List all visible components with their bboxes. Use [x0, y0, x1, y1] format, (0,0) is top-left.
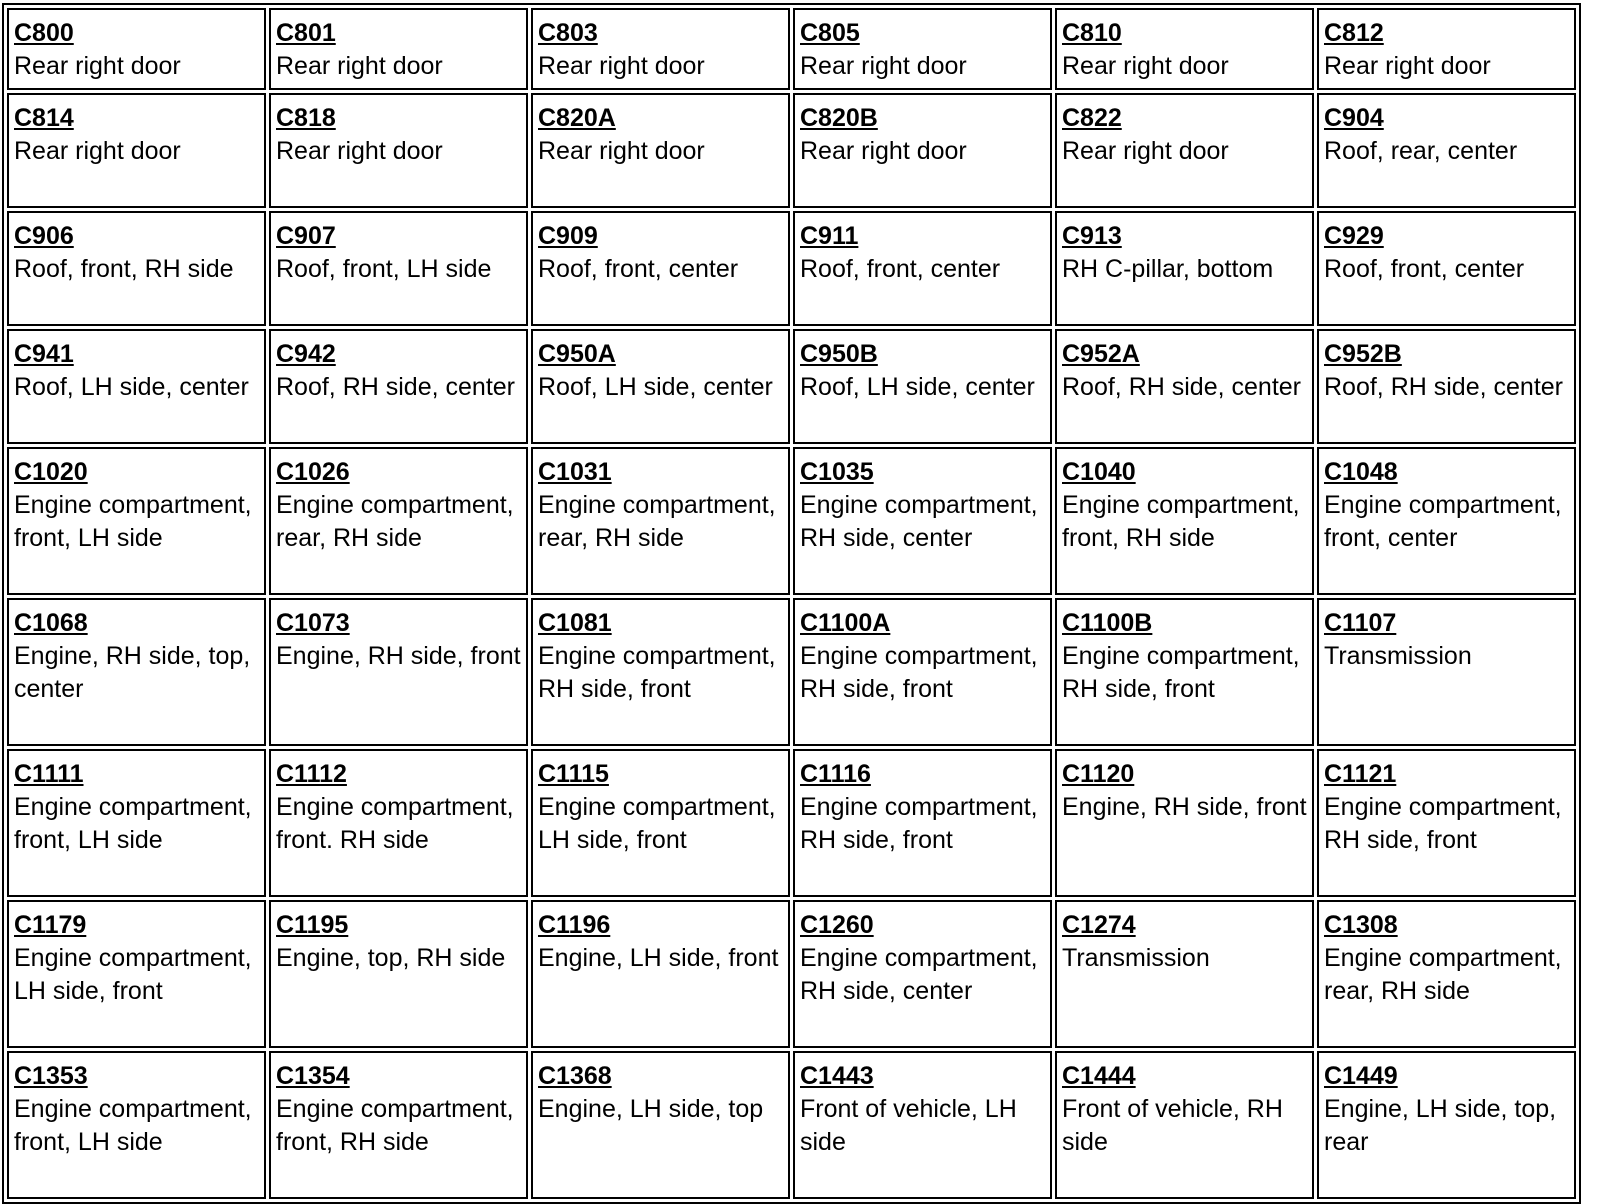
- connector-cell: [793, 329, 1052, 444]
- connector-id-link[interactable]: C1368: [538, 1062, 612, 1090]
- connector-location-text: Engine compartment, rear, RH side: [1324, 944, 1562, 1005]
- connector-cell: [793, 93, 1052, 208]
- connector-cell: [531, 329, 790, 444]
- connector-location-text: Roof, RH side, center: [1062, 373, 1301, 401]
- connector-id-link[interactable]: C1020: [14, 458, 88, 486]
- connector-cell: [793, 1051, 1052, 1199]
- connector-id-link[interactable]: C803: [538, 19, 598, 47]
- connector-cell: [531, 211, 790, 326]
- connector-id-link[interactable]: C801: [276, 19, 336, 47]
- connector-location-text: Engine compartment, front, LH side: [14, 491, 252, 552]
- connector-id-link[interactable]: C820B: [800, 104, 878, 132]
- connector-location-text: Engine compartment, front. RH side: [276, 793, 514, 854]
- connector-cell: [269, 1051, 528, 1199]
- connector-cell: [269, 900, 528, 1048]
- connector-id-link[interactable]: C812: [1324, 19, 1384, 47]
- connector-id-link[interactable]: C1308: [1324, 911, 1398, 939]
- connector-cell: [269, 598, 528, 746]
- connector-cell: [793, 8, 1052, 90]
- connector-id-link[interactable]: C820A: [538, 104, 616, 132]
- connector-cell: [1055, 447, 1314, 595]
- connector-cell: [1055, 93, 1314, 208]
- connector-id-link[interactable]: C822: [1062, 104, 1122, 132]
- connector-location-text: Rear right door: [1324, 52, 1491, 80]
- connector-id-link[interactable]: C1260: [800, 911, 874, 939]
- connector-cell: [1055, 8, 1314, 90]
- connector-location-text: Rear right door: [538, 137, 705, 165]
- connector-location-text: Roof, rear, center: [1324, 137, 1518, 165]
- connector-location-text: RH C-pillar, bottom: [1062, 255, 1274, 283]
- connector-location-text: Engine, LH side, top, rear: [1324, 1095, 1557, 1156]
- connector-location-text: Engine compartment, LH side, front: [14, 944, 252, 1005]
- connector-location-text: Engine, RH side, front: [276, 642, 521, 670]
- connector-cell: [1055, 211, 1314, 326]
- connector-location-text: Engine, top, RH side: [276, 944, 506, 972]
- connector-id-link[interactable]: C818: [276, 104, 336, 132]
- connector-id-link[interactable]: C1040: [1062, 458, 1136, 486]
- connector-location-text: Rear right door: [800, 52, 967, 80]
- connector-cell: [7, 93, 266, 208]
- connector-location-text: Engine, RH side, top, center: [14, 642, 251, 703]
- table-row: [7, 598, 1576, 746]
- connector-cell: [1317, 329, 1576, 444]
- connector-location-text: Engine compartment, rear, RH side: [276, 491, 514, 552]
- connector-location-text: Engine compartment, RH side, center: [800, 491, 1038, 552]
- connector-id-link[interactable]: C1115: [538, 760, 609, 788]
- table-row: [7, 1051, 1576, 1199]
- connector-location-text: Engine, LH side, top: [538, 1095, 764, 1123]
- table-row: [7, 749, 1576, 897]
- connector-location-text: Engine, LH side, front: [538, 944, 779, 972]
- connector-location-text: Rear right door: [14, 52, 181, 80]
- connector-location-text: Rear right door: [538, 52, 705, 80]
- connector-id-link[interactable]: C911: [800, 222, 859, 250]
- connector-cell: [1317, 447, 1576, 595]
- connector-cell: [7, 749, 266, 897]
- connector-location-text: Rear right door: [14, 137, 181, 165]
- connector-id-link[interactable]: C950B: [800, 340, 878, 368]
- connector-cell: [1055, 749, 1314, 897]
- connector-cell: [7, 447, 266, 595]
- table-row: [7, 329, 1576, 444]
- connector-location-text: Roof, front, RH side: [14, 255, 234, 283]
- connector-location-text: Engine compartment, rear, RH side: [538, 491, 776, 552]
- connector-id-link[interactable]: C1274: [1062, 911, 1136, 939]
- connector-id-link[interactable]: C1179: [14, 911, 87, 939]
- connector-location-text: Roof, front, center: [1324, 255, 1525, 283]
- connector-cell: [793, 447, 1052, 595]
- connector-cell: [7, 211, 266, 326]
- connector-cell: [269, 8, 528, 90]
- connector-location-text: Roof, RH side, center: [276, 373, 515, 401]
- connector-cell: [269, 749, 528, 897]
- connector-cell: [531, 749, 790, 897]
- connector-location-text: Engine compartment, front, LH side: [14, 793, 252, 854]
- table-row: [7, 900, 1576, 1048]
- connector-id-link[interactable]: C1354: [276, 1062, 350, 1090]
- table-row: [7, 211, 1576, 326]
- connector-id-link[interactable]: C1111: [14, 760, 84, 788]
- connector-id-link[interactable]: C1353: [14, 1062, 88, 1090]
- connector-cell: [1317, 93, 1576, 208]
- connector-id-link[interactable]: C1444: [1062, 1062, 1136, 1090]
- connector-id-link[interactable]: C942: [276, 340, 336, 368]
- connector-id-link[interactable]: C941: [14, 340, 74, 368]
- connector-id-link[interactable]: C907: [276, 222, 336, 250]
- connector-location-text: Front of vehicle, RH side: [1062, 1095, 1283, 1156]
- connector-id-link[interactable]: C805: [800, 19, 860, 47]
- connector-id-link[interactable]: C1120: [1062, 760, 1135, 788]
- connector-cell: [793, 598, 1052, 746]
- connector-cell: [793, 211, 1052, 326]
- connector-cell: [531, 447, 790, 595]
- table-row: [7, 447, 1576, 595]
- connector-cell: [1317, 211, 1576, 326]
- connector-id-link[interactable]: C1100B: [1062, 609, 1153, 637]
- connector-cell: [1055, 598, 1314, 746]
- connector-location-text: Rear right door: [276, 137, 443, 165]
- connector-location-text: Engine compartment, front, RH side: [276, 1095, 514, 1156]
- connector-id-link[interactable]: C1026: [276, 458, 350, 486]
- connector-location-text: Engine compartment, front, RH side: [1062, 491, 1300, 552]
- connector-cell: [793, 749, 1052, 897]
- connector-location-text: Roof, LH side, center: [538, 373, 773, 401]
- connector-cell: [793, 900, 1052, 1048]
- connector-location-text: Engine compartment, RH side, front: [800, 642, 1038, 703]
- connector-cell: [1055, 329, 1314, 444]
- table-row: [7, 8, 1576, 90]
- connector-cell: [269, 93, 528, 208]
- connector-cell: [531, 93, 790, 208]
- connector-id-link[interactable]: C1196: [538, 911, 611, 939]
- connector-location-text: Transmission: [1324, 642, 1472, 670]
- connector-location-text: Rear right door: [1062, 137, 1229, 165]
- connector-cell: [1317, 1051, 1576, 1199]
- connector-cell: [7, 598, 266, 746]
- connector-location-text: Front of vehicle, LH side: [800, 1095, 1017, 1156]
- connector-id-link[interactable]: C1073: [276, 609, 350, 637]
- connector-cell: [1317, 8, 1576, 90]
- connector-id-link[interactable]: C952A: [1062, 340, 1140, 368]
- connector-id-link[interactable]: C1449: [1324, 1062, 1398, 1090]
- connector-id-link[interactable]: C952B: [1324, 340, 1402, 368]
- connector-location-text: Engine, RH side, front: [1062, 793, 1307, 821]
- connector-id-link[interactable]: C1112: [276, 760, 347, 788]
- connector-cell: [1317, 598, 1576, 746]
- connector-id-link[interactable]: C1035: [800, 458, 874, 486]
- connector-cell: [7, 329, 266, 444]
- connector-location-text: Rear right door: [276, 52, 443, 80]
- connector-location-text: Rear right door: [1062, 52, 1229, 80]
- connector-id-link[interactable]: C1443: [800, 1062, 874, 1090]
- connector-location-text: Engine compartment, RH side, front: [1324, 793, 1562, 854]
- connector-location-text: Roof, front, LH side: [276, 255, 492, 283]
- connector-table-body: [7, 8, 1576, 1199]
- connector-id-link[interactable]: C929: [1324, 222, 1384, 250]
- connector-cell: [531, 8, 790, 90]
- connector-id-link[interactable]: C800: [14, 19, 74, 47]
- connector-id-link[interactable]: C1068: [14, 609, 88, 637]
- connector-id-link[interactable]: C1100A: [800, 609, 891, 637]
- connector-id-link[interactable]: C906: [14, 222, 74, 250]
- connector-id-link[interactable]: C909: [538, 222, 598, 250]
- connector-location-text: Engine compartment, RH side, front: [538, 642, 776, 703]
- table-row: [7, 93, 1576, 208]
- connector-location-text: Engine compartment, front, center: [1324, 491, 1562, 552]
- connector-cell: [7, 8, 266, 90]
- connector-cell: [1055, 900, 1314, 1048]
- connector-id-link[interactable]: C904: [1324, 104, 1384, 132]
- connector-cell: [1317, 900, 1576, 1048]
- connector-location-text: Engine compartment, front, LH side: [14, 1095, 252, 1156]
- connector-id-link[interactable]: C1195: [276, 911, 349, 939]
- connector-id-link[interactable]: C1121: [1324, 760, 1397, 788]
- connector-location-text: Roof, RH side, center: [1324, 373, 1563, 401]
- connector-cell: [269, 329, 528, 444]
- connector-id-link[interactable]: C1031: [538, 458, 612, 486]
- connector-cell: [7, 900, 266, 1048]
- connector-cell: [531, 1051, 790, 1199]
- connector-location-text: Roof, front, center: [538, 255, 739, 283]
- connector-id-link[interactable]: C1116: [800, 760, 871, 788]
- connector-location-text: Engine compartment, RH side, center: [800, 944, 1038, 1005]
- connector-id-link[interactable]: C810: [1062, 19, 1122, 47]
- connector-cell: [531, 598, 790, 746]
- connector-location-text: Rear right door: [800, 137, 967, 165]
- connector-id-link[interactable]: C1048: [1324, 458, 1398, 486]
- connector-location-text: Engine compartment, LH side, front: [538, 793, 776, 854]
- connector-cell: [1055, 1051, 1314, 1199]
- connector-location-text: Engine compartment, RH side, front: [1062, 642, 1300, 703]
- connector-id-link[interactable]: C1107: [1324, 609, 1397, 637]
- connector-cell: [269, 447, 528, 595]
- connector-cell: [531, 900, 790, 1048]
- connector-id-link[interactable]: C1081: [538, 609, 612, 637]
- connector-id-link[interactable]: C913: [1062, 222, 1122, 250]
- connector-id-link[interactable]: C950A: [538, 340, 616, 368]
- connector-cell: [1317, 749, 1576, 897]
- connector-id-link[interactable]: C814: [14, 104, 74, 132]
- connector-location-text: Roof, LH side, center: [800, 373, 1035, 401]
- connector-location-text: Transmission: [1062, 944, 1210, 972]
- connector-location-text: Engine compartment, RH side, front: [800, 793, 1038, 854]
- connector-location-text: Roof, LH side, center: [14, 373, 249, 401]
- connector-cell: [7, 1051, 266, 1199]
- connector-location-table: [2, 3, 1581, 1204]
- connector-cell: [269, 211, 528, 326]
- connector-location-text: Roof, front, center: [800, 255, 1001, 283]
